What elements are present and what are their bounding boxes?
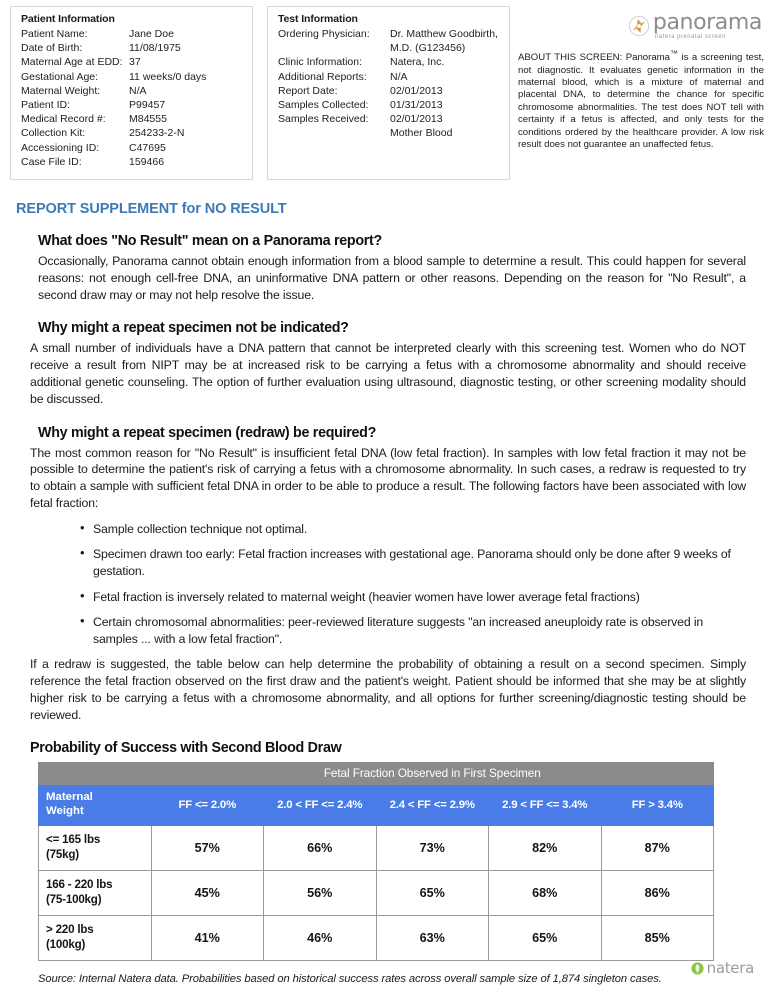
source-note: Source: Internal Natera data. Probabilities based on historical success rates across overall sample size of 1,874 singleton cases. [38,972,662,985]
fetal-fraction-column-header: FF > 3.4% [601,784,714,825]
table-body [39,825,714,960]
question-heading-1: What does "No Result" mean on a Panorama report? [38,233,382,249]
low-fetal-fraction-factors-list [38,521,746,648]
probability-cell: 65% [376,870,489,915]
weight-range-cell [39,870,152,915]
test-info-row [278,27,501,55]
patient-panel-title: Patient Information [21,13,115,25]
report-header [0,0,768,180]
weight-range-cell [39,825,152,870]
test-info-label: Report Date: [278,84,338,97]
weight-range-kg: (100kg) [46,937,86,951]
test-info-label: Samples Received: [278,113,369,126]
probability-cell: 82% [489,825,602,870]
answer-paragraph-1: Occasionally, Panorama cannot obtain enough information from a blood sample to determine a result. This could happen for several reasons: not enough cell-free DNA, an uninformative DNA pattern or other reasons. Depending on the reason for "No Result", a second draw may or may not help resolve the issue. [38,254,746,302]
maternal-weight-header [39,784,152,825]
weight-range-lbs: <= 165 lbs [46,833,101,847]
patient-info-label: Accessioning ID: [21,141,100,154]
patient-info-row [21,41,244,55]
weight-range-lbs: > 220 lbs [46,923,94,937]
table-title: Probability of Success with Second Blood Draw [30,739,342,756]
test-info-value: 02/01/2013 [390,113,443,126]
probability-of-success-table [38,762,714,961]
panorama-wordmark: panorama [652,9,762,35]
probability-cell: 45% [151,870,264,915]
fetal-fraction-column-header: 2.0 < FF <= 2.4% [264,784,377,825]
probability-cell: 73% [376,825,489,870]
test-info-row [278,126,501,140]
patient-info-row [21,84,244,98]
panorama-tagline: natera prenatal screen [654,33,726,40]
test-info-row [278,112,501,126]
probability-cell: 41% [151,915,264,960]
test-info-value: Dr. Matthew Goodbirth, M.D. (G123456) [390,28,498,55]
test-info-label: Ordering Physician: [278,28,370,40]
answer-paragraph-2: A small number of individuals have a DNA pattern that cannot be interpreted clearly with this screening test. Women who do NOT receive a result from NIPT may be at increased risk to be carrying a fetus with a chromosome abnormality and should receive additional genetic counseling. The option of further evaluation using ultrasound, diagnostic testing, or other screening modality should be discussed. [30,341,746,406]
test-info-list [278,27,501,141]
test-info-row [278,98,501,112]
probability-cell: 57% [151,825,264,870]
test-info-value: 02/01/2013 [390,84,443,97]
patient-info-label: Maternal Age at EDD: [21,56,123,69]
patient-info-label: Patient ID: [21,99,71,112]
probability-cell: 68% [489,870,602,915]
test-panel-title: Test Information [278,13,358,25]
patient-info-value: 11 weeks/0 days [129,70,207,83]
test-info-row [278,84,501,98]
patient-info-label: Maternal Weight: [21,84,101,97]
table-row [39,870,714,915]
patient-info-value: N/A [129,84,147,97]
fetal-fraction-column-header: 2.9 < FF <= 3.4% [489,784,602,825]
maternal-weight-label-line2: Weight [46,804,84,817]
factor-item: • Fetal fraction is inversely related to maternal weight (heavier women have lower average fetal fractions) [80,589,746,606]
fetal-fraction-column-header: FF <= 2.0% [151,784,264,825]
probability-cell: 56% [264,870,377,915]
patient-info-value: P99457 [129,99,166,112]
patient-info-label: Medical Record #: [21,113,106,126]
weight-range-lbs: 166 - 220 lbs [46,878,113,892]
natera-logo [691,961,754,975]
probability-cell: 65% [489,915,602,960]
factor-item: • Certain chromosomal abnormalities: peer-reviewed literature suggests "an increased aneuploidy rate is observed in samples ... with a low fetal fraction". [80,614,746,647]
patient-info-row [21,98,244,112]
factor-item: • Sample collection technique not optimal. [80,521,746,538]
patient-info-row [21,27,244,41]
table-head [39,762,714,825]
test-info-label: Additional Reports: [278,70,367,83]
patient-info-row [21,155,244,169]
patient-info-label: Collection Kit: [21,127,86,140]
question-heading-3: Why might a repeat specimen (redraw) be required? [38,424,377,441]
closing-paragraph: If a redraw is suggested, the table below can help determine the probability of obtaining a result on a second specimen. Simply reference the fetal fraction observed on the first draw and the patient's weight. Patient should be informed that she may be at slightly higher risk to be carrying a fetus with a chromosome abnormality, and all options for further screening/diagnostic testing should be reviewed. [30,657,746,722]
test-info-label: Clinic Information: [278,56,363,69]
patient-info-value: 159466 [129,155,165,168]
patient-info-list [21,27,244,169]
natera-leaf-icon [691,962,704,975]
test-info-value: 01/31/2013 [390,99,443,112]
table-row [39,825,714,870]
patient-info-label: Gestational Age: [21,70,99,83]
report-body [30,233,746,724]
test-info-value: N/A [390,70,408,83]
panorama-swirl-icon [628,15,650,37]
patient-info-label: Case File ID: [21,155,82,168]
weight-range-cell [39,915,152,960]
probability-cell: 86% [601,870,714,915]
patient-info-value: 37 [129,56,141,69]
natera-wordmark: natera [706,959,754,977]
factor-item: • Specimen drawn too early: Fetal fraction increases with gestational age. Panorama should only be done after 9 weeks of gestation. [80,546,746,579]
question-heading-2: Why might a repeat specimen not be indicated? [38,320,349,337]
probability-cell: 87% [601,825,714,870]
fetal-fraction-column-header: 2.4 < FF <= 2.9% [376,784,489,825]
patient-info-row [21,126,244,140]
probability-cell: 46% [264,915,377,960]
test-info-row [278,55,501,69]
patient-info-label: Date of Birth: [21,42,83,55]
patient-info-value: Jane Doe [129,28,174,40]
probability-cell: 66% [264,825,377,870]
table-row [39,915,714,960]
test-information-panel [267,6,510,180]
about-screen-block [518,6,768,151]
patient-info-value: C47695 [129,141,166,154]
patient-info-value: 11/08/1975 [129,42,181,55]
test-info-label: Samples Collected: [278,99,369,112]
patient-info-row [21,55,244,69]
test-info-label [278,126,390,140]
table-group-header-row [39,762,714,784]
panorama-logo [518,8,768,44]
table-column-header-row [39,784,714,825]
about-screen-text: ABOUT THIS SCREEN: Panorama™ is a screening test, not diagnostic. It evaluates genetic information in the maternal blood, which is a mixture of maternal and placental DNA, to determine the chance for specific chromosome abnormalities. The test does NOT tell with certainty if a fetus is affected, and only tests for the conditions ordered by the healthcare provider. A low risk result does not guarantee an unaffected fetus. [518,49,764,151]
probability-cell: 85% [601,915,714,960]
fetal-fraction-group-header: Fetal Fraction Observed in First Specimen [151,762,714,784]
weight-range-kg: (75-100kg) [46,892,102,906]
patient-info-value: M84555 [129,113,167,126]
patient-information-panel [10,6,253,180]
test-info-row [278,70,501,84]
patient-info-row [21,141,244,155]
patient-info-value: 254233-2-N [129,127,185,140]
patient-info-row [21,112,244,126]
patient-info-row [21,70,244,84]
maternal-weight-label-line1: Maternal [46,791,93,804]
test-info-value: Natera, Inc. [390,56,445,69]
weight-range-kg: (75kg) [46,847,79,861]
answer-paragraph-3: The most common reason for "No Result" is insufficient fetal DNA (low fetal fraction). In samples with low fetal fraction it may not be possible to determine the patient's risk of carrying a fetus with a chromosome abnormality. In such cases, a redraw is requested to try to obtain a sample with sufficient fetal DNA in order to be able to produce a result. The following factors have been associated with low fetal fraction: [30,445,746,510]
page-title: REPORT SUPPLEMENT for NO RESULT [16,201,287,217]
table-corner-cell [39,762,152,784]
patient-info-label: Patient Name: [21,28,88,40]
probability-cell: 63% [376,915,489,960]
test-info-value: Mother Blood [390,127,453,140]
